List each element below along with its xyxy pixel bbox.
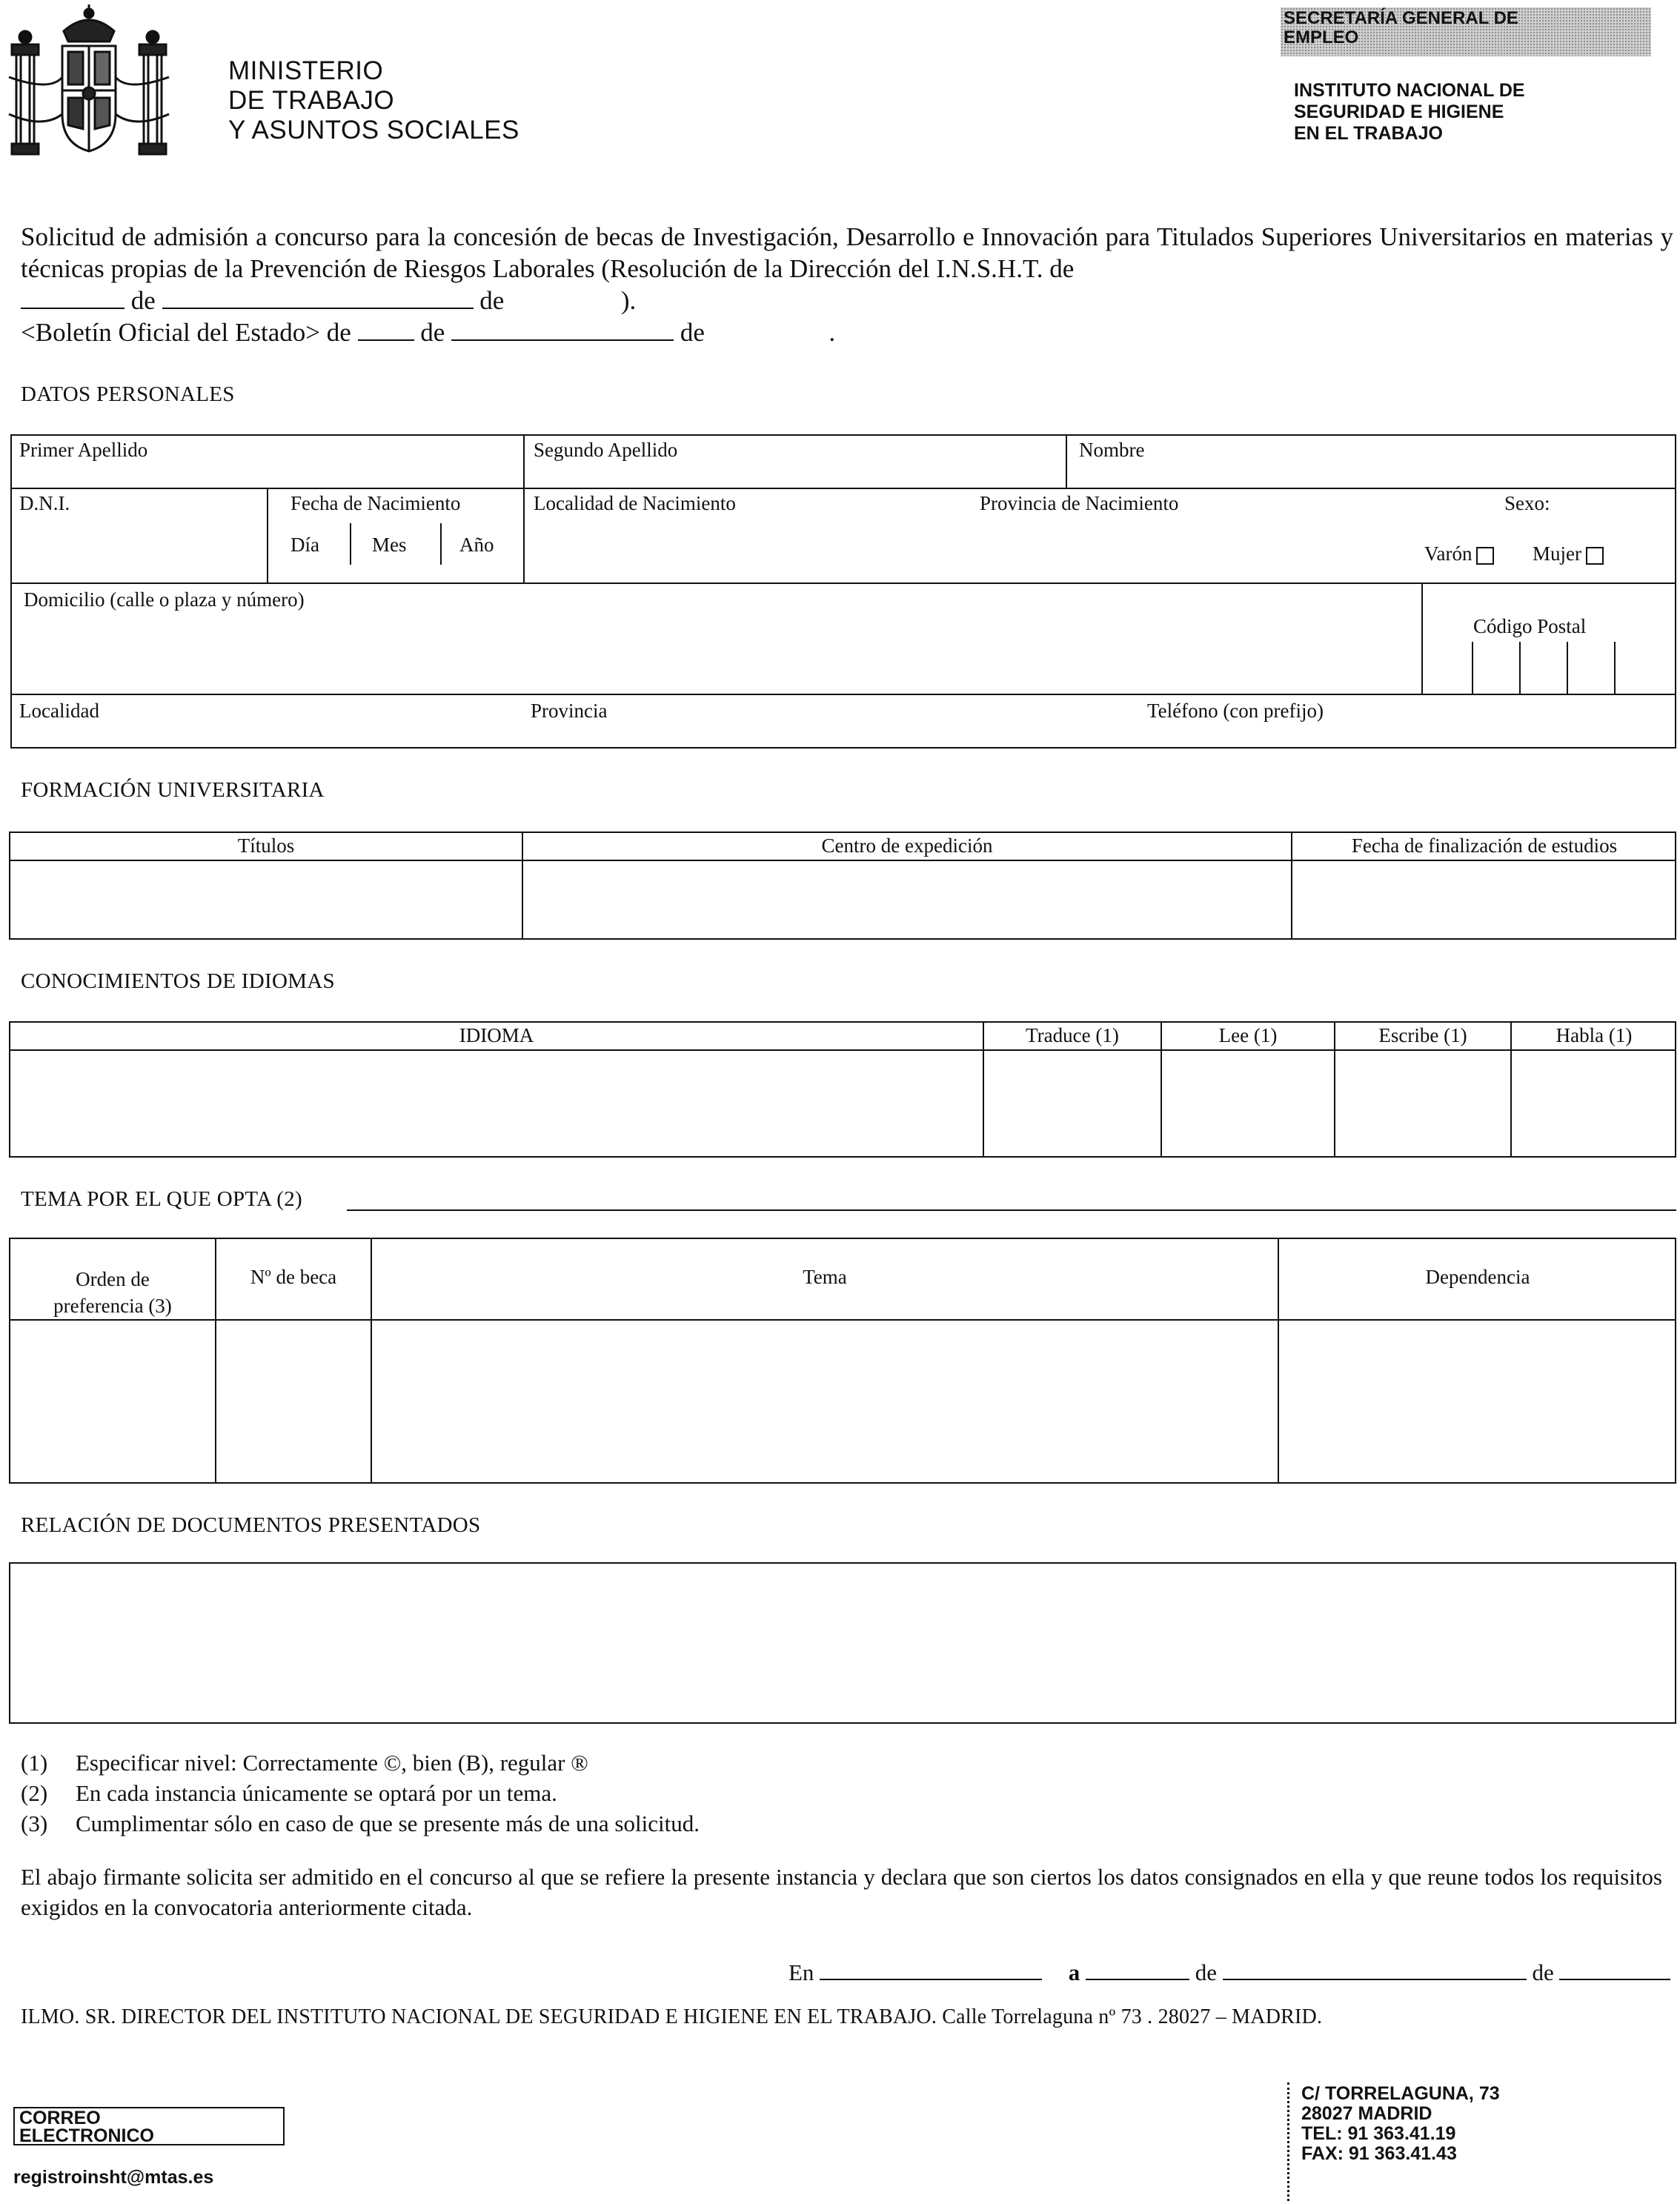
- addressee: ILMO. SR. DIRECTOR DEL INSTITUTO NACIONAL DE SEGURIDAD E HIGIENE EN EL TRABAJO. Calle Torrelaguna nº 73 . 28027 – MADRID.: [21, 2005, 1323, 2028]
- domicilio-field[interactable]: Domicilio (calle o plaza y número): [24, 588, 305, 611]
- correo-line-1: CORREO: [19, 2108, 101, 2128]
- coat-of-arms-logo: [6, 3, 172, 169]
- sign-a: a: [1068, 1959, 1080, 1985]
- provincia-field[interactable]: Provincia: [531, 700, 608, 722]
- intro-de-1: de: [130, 286, 156, 315]
- dni-field[interactable]: D.N.I.: [19, 492, 70, 514]
- orden-cell[interactable]: [10, 1321, 215, 1482]
- primer-apellido-field[interactable]: Primer Apellido: [19, 439, 148, 461]
- sign-day-blank[interactable]: [1086, 1956, 1189, 1980]
- varon-option[interactable]: [1424, 542, 1494, 565]
- col-escribe: Escribe (1): [1378, 1024, 1467, 1046]
- col-fecha-finalizacion: Fecha de finalización de estudios: [1351, 834, 1618, 857]
- sign-de-2: de: [1532, 1959, 1554, 1985]
- mujer-label: Mujer: [1533, 542, 1581, 565]
- note-3-num: (3): [21, 1810, 48, 1836]
- boe-label: <Boletín Oficial del Estado> de: [21, 318, 351, 347]
- note-3-text: Cumplimentar sólo en caso de que se presente más de una solicitud.: [76, 1810, 700, 1836]
- declaration: El abajo firmante solicita ser admitido en el concurso al que se refiere la presente instancia y declara que son ciertos los datos consignados en ella y que reune todos los requisitos exigidos en la convocatoria anteriormente citada.: [21, 1864, 1662, 1920]
- dependencia-cell[interactable]: [1279, 1321, 1675, 1482]
- nombre-field[interactable]: Nombre: [1079, 439, 1145, 461]
- sign-year-blank[interactable]: [1559, 1956, 1670, 1980]
- address-line-2: 28027 MADRID: [1301, 2103, 1432, 2124]
- ministry-line-3: Y ASUNTOS SOCIALES: [228, 116, 519, 145]
- intro-close: ).: [620, 286, 637, 315]
- note-3: [21, 1808, 700, 1839]
- col-habla: Habla (1): [1556, 1024, 1633, 1046]
- localidad-nacimiento-field[interactable]: Localidad de Nacimiento: [534, 492, 736, 514]
- col-num-beca: Nº de beca: [250, 1266, 337, 1288]
- sign-de-1: de: [1195, 1959, 1217, 1985]
- day-blank[interactable]: [21, 285, 124, 309]
- mujer-option[interactable]: [1533, 542, 1604, 565]
- boe-month-blank[interactable]: [451, 317, 674, 341]
- instituto-name: [1294, 80, 1525, 145]
- instituto-line-3: EN EL TRABAJO: [1294, 123, 1443, 144]
- varon-checkbox[interactable]: [1476, 547, 1494, 565]
- address-line-4: FAX: 91 363.41.43: [1301, 2143, 1457, 2164]
- address-divider: [1287, 2082, 1289, 2201]
- address-line-1: C/ TORRELAGUNA, 73: [1301, 2083, 1500, 2104]
- num-beca-cell[interactable]: [216, 1321, 371, 1482]
- boe-day-blank[interactable]: [358, 317, 414, 341]
- fecha-fin-cell[interactable]: [1292, 861, 1675, 938]
- boe-de-2: de: [680, 318, 705, 347]
- secretaria-line-2: EMPLEO: [1284, 27, 1359, 47]
- intro-line-4: [21, 316, 835, 348]
- note-2: [21, 1778, 700, 1808]
- fecha-nacimiento-label: Fecha de Nacimiento: [290, 492, 461, 514]
- orden-line-2: preferencia (3): [53, 1295, 172, 1317]
- col-titulos: Títulos: [237, 834, 295, 857]
- note-1-text: Especificar nivel: Correctamente ©, bien (B), regular ®: [76, 1750, 588, 1776]
- datos-personales-title: DATOS PERSONALES: [21, 382, 235, 406]
- note-1-num: (1): [21, 1750, 48, 1776]
- sexo-label: Sexo:: [1504, 492, 1550, 514]
- documentos-box[interactable]: [9, 1562, 1676, 1724]
- codigo-postal-label: Código Postal: [1473, 615, 1587, 637]
- col-centro-expedicion: Centro de expedición: [821, 834, 993, 857]
- secretaria-box: [1281, 7, 1651, 56]
- correo-box: [13, 2107, 285, 2145]
- intro-line-3: [21, 285, 636, 316]
- correo-line-2: ELECTRONICO: [19, 2125, 154, 2146]
- tema-cell[interactable]: [372, 1321, 1278, 1482]
- intro-paragraph: Solicitud de admisión a concurso para la concesión de becas de Investigación, Desarrollo e Innovación para Titulados Superiores Universitarios en materias y técnicas propias de la Prevención de Riesgos Laborales (Resolución de la Dirección del I.N.S.H.T. de: [21, 222, 1673, 283]
- orden-line-1: Orden de: [76, 1268, 150, 1290]
- col-traduce: Traduce (1): [1026, 1024, 1119, 1046]
- sign-place-blank[interactable]: [820, 1956, 1042, 1980]
- mujer-checkbox[interactable]: [1586, 547, 1604, 565]
- tema-title: TEMA POR EL QUE OPTA (2): [21, 1187, 302, 1211]
- col-tema: Tema: [803, 1266, 847, 1288]
- ministry-name: [228, 56, 519, 145]
- ministry-line-2: DE TRABAJO: [228, 86, 395, 115]
- idiomas-title: CONOCIMIENTOS DE IDIOMAS: [21, 969, 335, 993]
- anio-field[interactable]: Año: [459, 534, 494, 556]
- tema-blank-line[interactable]: [347, 1209, 1676, 1211]
- ministry-line-1: MINISTERIO: [228, 56, 384, 85]
- col-idioma: IDIOMA: [459, 1024, 534, 1046]
- sign-line: [788, 1956, 1670, 1986]
- titulos-cell[interactable]: [10, 861, 522, 938]
- address-block: [1301, 2084, 1500, 2164]
- instituto-line-1: INSTITUTO NACIONAL DE: [1294, 80, 1525, 101]
- varon-label: Varón: [1424, 542, 1473, 565]
- col-lee: Lee (1): [1218, 1024, 1278, 1046]
- formacion-title: FORMACIÓN UNIVERSITARIA: [21, 778, 325, 802]
- note-2-num: (2): [21, 1780, 48, 1806]
- secretaria-line-1: SECRETARÍA GENERAL DE: [1284, 8, 1518, 28]
- dia-field[interactable]: Día: [290, 534, 319, 556]
- provincia-nacimiento-field[interactable]: Provincia de Nacimiento: [980, 492, 1179, 514]
- sign-month-blank[interactable]: [1223, 1956, 1527, 1980]
- boe-de-1: de: [420, 318, 445, 347]
- address-line-3: TEL: 91 363.41.19: [1301, 2123, 1456, 2144]
- col-dependencia: Dependencia: [1425, 1266, 1530, 1288]
- centro-cell[interactable]: [523, 861, 1291, 938]
- segundo-apellido-field[interactable]: Segundo Apellido: [534, 439, 678, 461]
- documentos-title: RELACIÓN DE DOCUMENTOS PRESENTADOS: [21, 1513, 481, 1537]
- email-link[interactable]: registroinsht@mtas.es: [13, 2167, 214, 2188]
- telefono-field[interactable]: Teléfono (con prefijo): [1147, 700, 1324, 722]
- boe-dot: .: [829, 318, 836, 347]
- sign-en: En: [788, 1959, 814, 1985]
- month-blank[interactable]: [162, 285, 474, 309]
- col-orden-preferencia: [10, 1266, 215, 1319]
- notes-list: [21, 1747, 700, 1839]
- mes-field[interactable]: Mes: [372, 534, 407, 556]
- idioma-cell[interactable]: [10, 1051, 983, 1156]
- localidad-field[interactable]: Localidad: [19, 700, 99, 722]
- instituto-line-2: SEGURIDAD E HIGIENE: [1294, 102, 1504, 122]
- note-1: [21, 1747, 700, 1778]
- note-2-text: En cada instancia únicamente se optará por un tema.: [76, 1780, 557, 1806]
- intro-de-2: de: [479, 286, 505, 315]
